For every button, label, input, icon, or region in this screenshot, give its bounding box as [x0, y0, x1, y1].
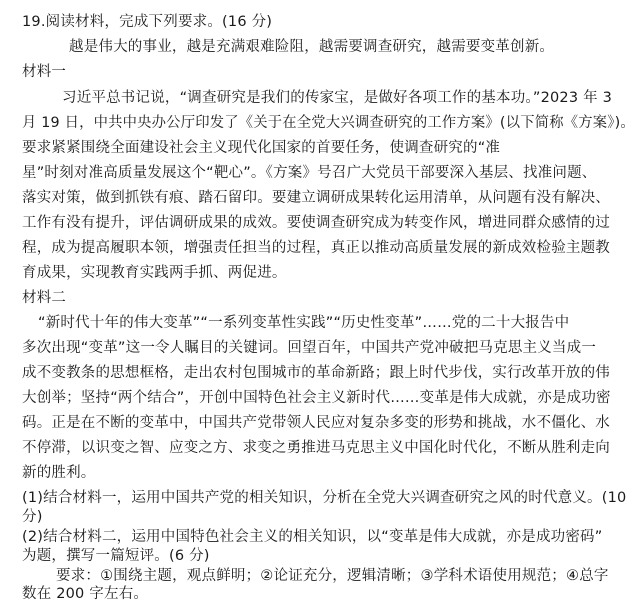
material-1-line: 习近平总书记说，“调查研究是我们的传家宝，是做好各项工作的基本功。”2023 年 3: [62, 90, 613, 106]
material-2-line: 大创举；坚持“两个结合”，开创中国特色社会主义新时代……变革是伟大成就，亦是成功密: [22, 390, 611, 406]
material-1-line: 要求紧紧围绕全面建设社会主义现代化国家的首要任务，使调查研究的“准: [22, 140, 501, 156]
material-2-line: “新时代十年的伟大变革”“一系列变革性实践”“历史性变革”……党的二十大报告中: [38, 315, 570, 331]
material-1-line: 程，成为提高履职本领，增强责任担当的过程，真正以推动高质量发展的新成效检验主题教: [22, 240, 610, 256]
material-1-line: 工作有没有提升，评估调研成果的成效。要使调查研究成为转变作风，增进同群众感情的过: [22, 215, 610, 231]
requirements-line: 数在 200 字左右。: [22, 586, 149, 602]
material-2-line: 码。正是在不断的变革中，中国共产党带领人民应对复杂多变的形势和挑战，水不僵化、水: [22, 415, 610, 431]
material-2-line: 成不变教条的思想框格，走出农村包围城市的革命新路；跟上时代步伐，实行改革开放的伟: [22, 365, 610, 381]
material-2-line: 多次出现“变革”这一令人瞩目的关键词。回望百年，中国共产党冲破把马克思主义当成一: [22, 340, 597, 356]
sub-question-1: (1)结合材料一，运用中国共产党的相关知识，分析在全党大兴调查研究之风的时代意义。(10: [22, 490, 627, 506]
material-1-line: 星”时刻对准高质量发展这个“靶心”。《方案》号召广大党员干部要深入基层、找准问题、: [22, 165, 597, 181]
sub-question-2: 为题，撰写一篇短评。(6 分): [22, 548, 210, 564]
material-1-label: 材料一: [22, 64, 67, 80]
material-2-line: 不停滞，以识变之智、应变之方、求变之勇推进马克思主义中国化时代化，不断从胜利走向: [22, 440, 610, 456]
material-1-line: 月 19 日，中共中央办公厅印发了《关于在全党大兴调查研究的工作方案》(以下简称《方案》)。: [22, 115, 635, 131]
material-2-label: 材料二: [22, 290, 67, 306]
motto-line: 越是伟大的事业，越是充满艰难险阻，越需要调查研究，越需要变革创新。: [69, 39, 555, 55]
sub-question-2: (2)结合材料二，运用中国特色社会主义的相关知识，以“变革是伟大成就，亦是成功密码”: [22, 529, 603, 545]
requirements-line: 要求：①围绕主题，观点鲜明；②论证充分，逻辑清晰；③学科术语使用规范；④总字: [56, 568, 609, 584]
material-1-line: 落实对策，做到抓铁有痕、踏石留印。要建立调研成果转化运用清单，从问题有没有解决、: [22, 190, 610, 206]
sub-question-1: 分): [22, 509, 43, 525]
material-1-line: 育成果，实现教育实践两手抓、两促进。: [22, 265, 287, 281]
material-2-line: 新的胜利。: [22, 465, 96, 481]
question-title: 19.阅读材料，完成下列要求。(16 分): [22, 14, 273, 30]
